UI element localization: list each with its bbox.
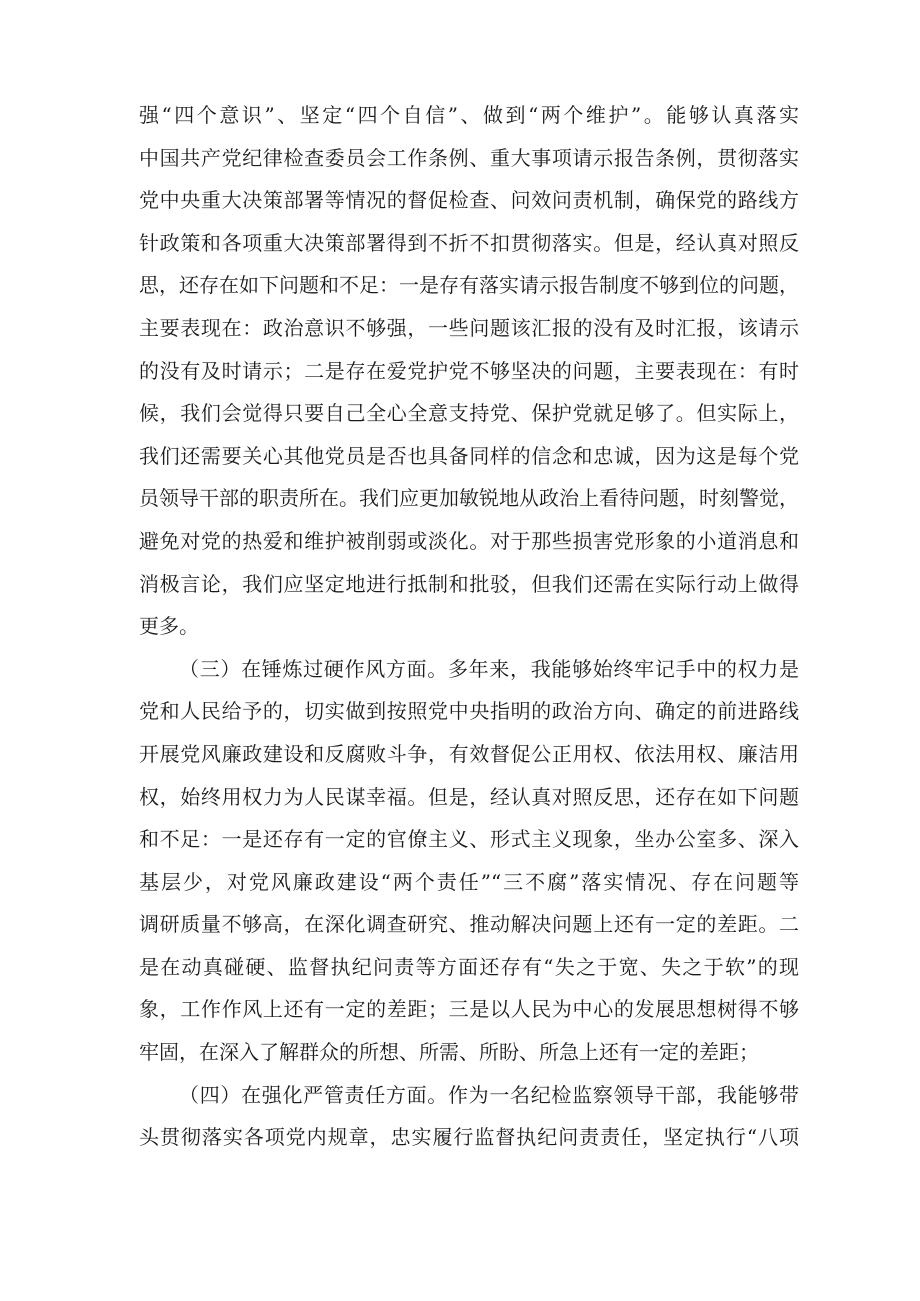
text-line: 强“四个意识”、坚定“四个自信”、做到“两个维护”。能够认真落实: [139, 103, 799, 127]
text-line: 消极言论，我们应坚定地进行抵制和批驳，但我们还需在实际行动上做得: [139, 571, 799, 596]
text-line: 避免对党的热爱和维护被削弱或淡化。对于那些损害党形象的小道消息和: [139, 528, 799, 553]
text-line: 更多。: [139, 614, 199, 639]
text-line: 思，还存在如下问题和不足：一是存有落实请示报告制度不够到位的问题，: [139, 273, 799, 298]
text-line: 中国共产党纪律检查委员会工作条例、重大事项请示报告条例，贯彻落实: [139, 145, 799, 170]
text-line: 调研质量不够高，在深化调查研究、推动解决问题上还有一定的差距。二: [139, 912, 799, 937]
text-line: 头贯彻落实各项党内规章，忠实履行监督执纪问责责任，坚定执行“八项: [139, 1125, 799, 1150]
text-line: 牢固，在深入了解群众的所想、所需、所盼、所急上还有一定的差距；: [139, 1040, 759, 1065]
text-line: 基层少，对党风廉政建设“两个责任”“三不腐”落实情况、存在问题等: [139, 869, 799, 894]
text-line: 员领导干部的职责所在。我们应更加敏锐地从政治上看待问题，时刻警觉，: [139, 486, 799, 511]
text-line: 和不足：一是还存有一定的官僚主义、形式主义现象，坐办公室多、深入: [139, 827, 799, 852]
text-line: 的没有及时请示；二是存在爱党护党不够坚决的问题，主要表现在：有时: [139, 358, 799, 383]
text-line: 党中央重大决策部署等情况的督促检查、问效问责机制，确保党的路线方: [139, 188, 799, 213]
text-line: 象，工作作风上还有一定的差距；三是以人民为中心的发展思想树得不够: [139, 997, 799, 1022]
paragraph-heading-4: （四）在强化严管责任方面。作为一名纪检监察领导干部，我能够带: [179, 1082, 799, 1107]
body-text: [139, 94, 799, 1159]
text-line: 针政策和各项重大决策部署得到不折不扣贯彻落实。但是，经认真对照反: [139, 230, 799, 255]
text-line: 我们还需要关心其他党员是否也具备同样的信念和忠诚，因为这是每个党: [139, 443, 799, 468]
text-line: 主要表现在：政治意识不够强，一些问题该汇报的没有及时汇报，该请示: [139, 315, 799, 340]
text-line: 权，始终用权力为人民谋幸福。但是，经认真对照反思，还存在如下问题: [139, 784, 799, 809]
text-line: 党和人民给予的，切实做到按照党中央指明的政治方向、确定的前进路线: [139, 699, 799, 724]
text-line: 是在动真碰硬、监督执纪问责等方面还存有“失之于宽、失之于软”的现: [139, 954, 799, 979]
text-line: 候，我们会觉得只要自己全心全意支持党、保护党就足够了。但实际上，: [139, 401, 799, 426]
paragraph-heading-3: （三）在锤炼过硬作风方面。多年来，我能够始终牢记手中的权力是: [179, 656, 799, 681]
text-line: 开展党风廉政建设和反腐败斗争，有效督促公正用权、依法用权、廉洁用: [139, 741, 799, 766]
